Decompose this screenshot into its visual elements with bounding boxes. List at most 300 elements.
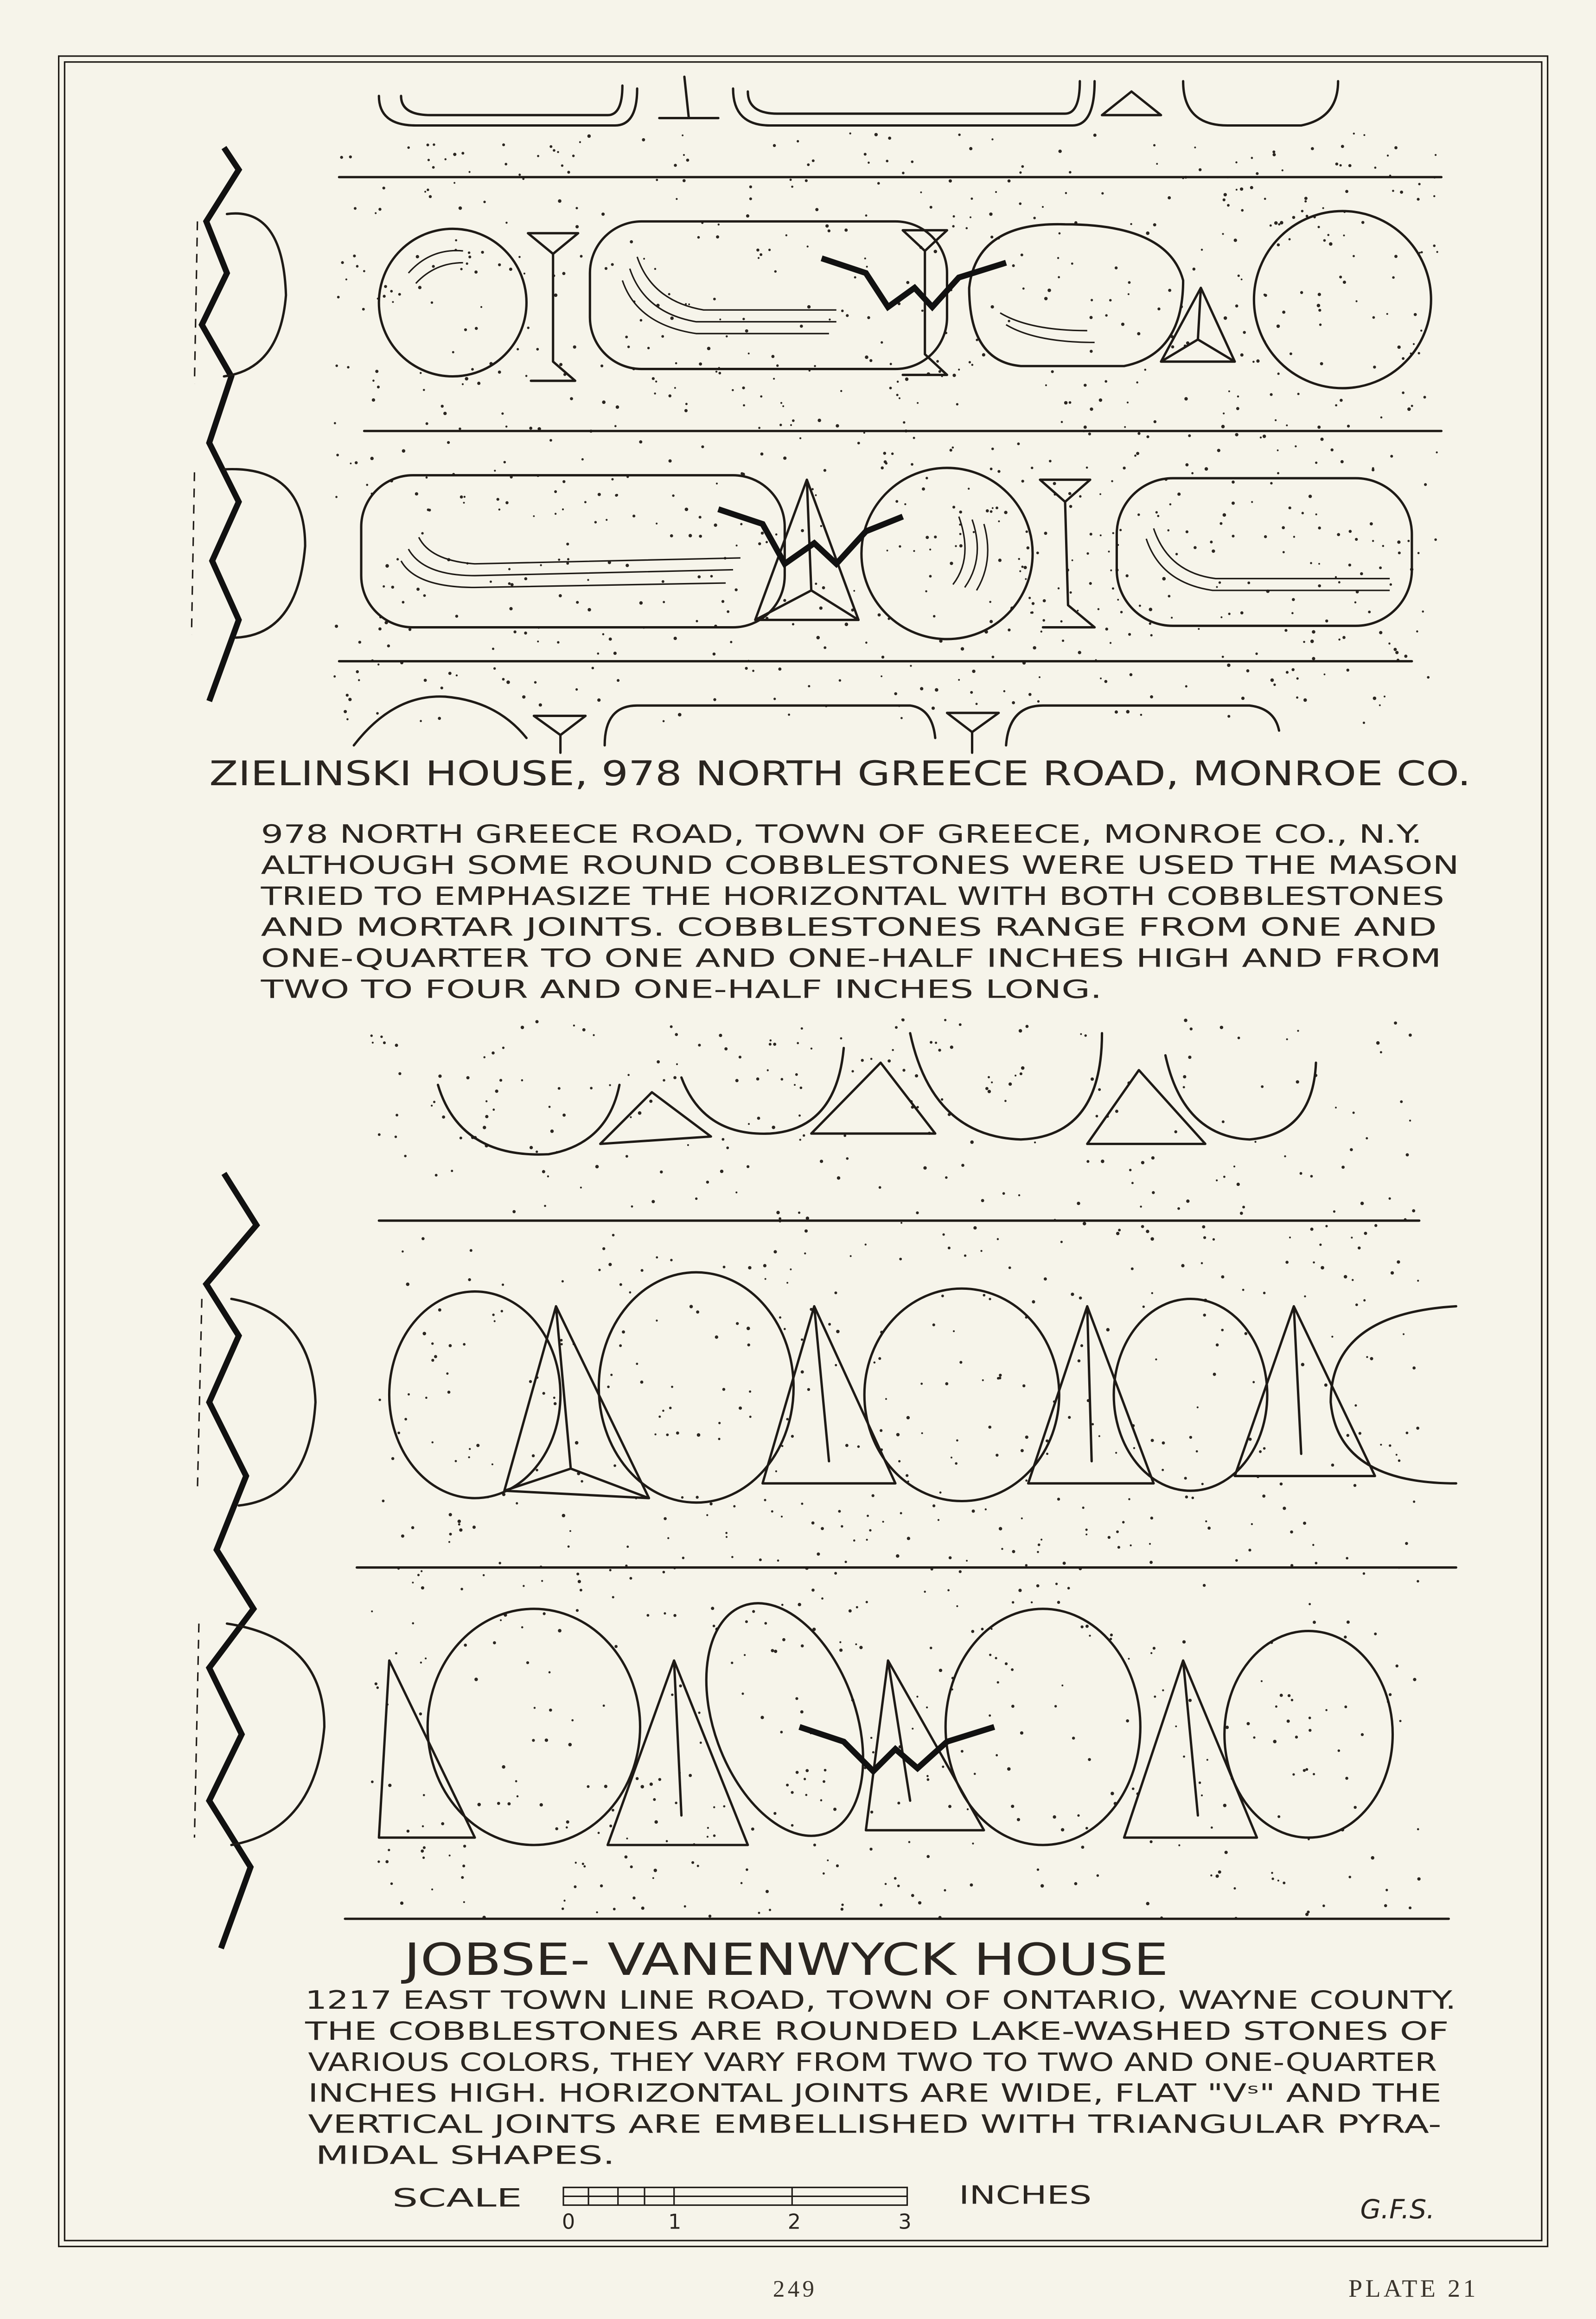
stipple-dot [723, 1805, 725, 1807]
stipple-dot [461, 152, 464, 154]
stipple-dot [663, 1079, 665, 1081]
stipple-dot [466, 1076, 470, 1079]
stipple-dot [626, 1155, 628, 1158]
stipple-dot [1353, 1112, 1355, 1114]
stipple-dot [1069, 505, 1073, 508]
stipple-dot [759, 1558, 762, 1561]
stipple-dot [920, 687, 923, 690]
stipple-dot [764, 1499, 766, 1501]
stipple-dot [383, 186, 385, 189]
stipple-dot [790, 424, 792, 426]
stipple-dot [541, 1580, 543, 1582]
stipple-dot [1122, 1521, 1124, 1523]
stipple-dot [920, 1383, 923, 1385]
stipple-dot [1017, 442, 1020, 445]
stipple-dot [926, 536, 929, 539]
stipple-dot [375, 1682, 377, 1685]
stipple-dot [1115, 711, 1118, 714]
stipple-dot [1327, 234, 1329, 236]
stipple-dot [669, 459, 672, 462]
stipple-dot [1023, 566, 1027, 569]
stipple-dot [874, 1361, 876, 1364]
stipple-dot [988, 1076, 990, 1078]
stipple-dot [1136, 381, 1138, 384]
stipple-dot [982, 353, 985, 356]
stipple-dot [421, 1570, 422, 1572]
stipple-dot [1168, 196, 1171, 199]
stipple-dot [869, 1529, 871, 1531]
stipple-dot [609, 1569, 612, 1571]
stipple-dot [1201, 1483, 1204, 1485]
stipple-dot [1273, 684, 1276, 686]
stipple-dot [1018, 1589, 1021, 1592]
stipple-dot [1399, 1720, 1402, 1722]
stipple-dot [461, 1876, 464, 1879]
stipple-dot [642, 138, 645, 141]
stipple-dot [1341, 460, 1344, 463]
stipple-dot [1129, 1169, 1131, 1171]
stipple-dot [859, 1646, 862, 1649]
stipple-dot [420, 372, 421, 374]
stipple-dot [636, 1777, 639, 1780]
stipple-dot [921, 1432, 923, 1434]
stipple-dot [1061, 1828, 1064, 1832]
stipple-dot [1036, 1584, 1040, 1588]
stipple-dot [516, 1502, 518, 1505]
stipple-dot [1083, 1222, 1086, 1225]
stipple-dot [675, 1033, 678, 1036]
stipple-dot [587, 608, 591, 612]
stipple-dot [412, 1622, 414, 1625]
stipple-dot [423, 1794, 425, 1796]
stipple-dot [1435, 154, 1436, 156]
stipple-dot [999, 1527, 1002, 1531]
stipple-dot [745, 1620, 748, 1623]
stipple-dot [1207, 1526, 1211, 1530]
stipple-dot [1150, 1517, 1153, 1519]
stipple-dot [970, 1140, 974, 1144]
stipple-dot [756, 1077, 760, 1081]
stipple-dot [1223, 513, 1226, 517]
stipple-dot [1063, 1562, 1066, 1565]
stipple-dot [1101, 1160, 1104, 1163]
stipple-dot [945, 1382, 948, 1385]
stipple-dot [1130, 673, 1133, 676]
stipple-dot [595, 1165, 599, 1169]
stipple-dot [335, 496, 338, 498]
stipple-dot [1150, 634, 1153, 636]
stipple-dot [745, 329, 748, 333]
stipple-dot [1385, 1889, 1388, 1891]
stipple-dot [1291, 612, 1294, 615]
stipple-dot [771, 1649, 774, 1652]
stipple-dot [834, 1291, 837, 1294]
stipple-dot [392, 301, 394, 303]
stipple-dot [828, 230, 830, 232]
stipple-dot [626, 1838, 628, 1839]
stipple-dot [449, 1513, 452, 1516]
stipple-dot [580, 1589, 582, 1591]
stipple-dot [1363, 1572, 1365, 1575]
stipple-dot [1340, 164, 1342, 167]
stipple-dot [1241, 209, 1244, 212]
stipple-dot [534, 681, 537, 684]
stipple-dot [1032, 602, 1034, 605]
stipple-dot [1341, 1166, 1345, 1169]
stipple-dot [536, 1151, 538, 1153]
stipple-dot [905, 378, 909, 381]
stipple-dot [1380, 1051, 1382, 1053]
stipple-dot [1153, 1647, 1156, 1650]
stipple-dot [575, 225, 579, 228]
stipple-dot [554, 1402, 557, 1405]
stipple-dot [956, 1605, 958, 1607]
stipple-dot [798, 1603, 801, 1606]
stipple-dot [425, 1658, 427, 1659]
stipple-dot [892, 1049, 894, 1051]
stipple-dot [1263, 435, 1266, 438]
stipple-dot [388, 1784, 391, 1787]
stipple-dot [395, 1044, 398, 1047]
stipple-dot [625, 336, 628, 339]
stipple-dot [463, 1845, 466, 1847]
stipple-dot [1331, 1336, 1333, 1338]
stipple-dot [440, 686, 443, 689]
stipple-dot [1196, 1450, 1198, 1453]
stipple-dot [669, 1407, 672, 1409]
stipple-dot [777, 1559, 779, 1562]
stipple-dot [1270, 679, 1274, 682]
stipple-dot [865, 1243, 867, 1245]
stipple-dot [1284, 1155, 1286, 1157]
stipple-dot [348, 698, 351, 701]
stipple-dot [481, 251, 484, 254]
stipple-dot [989, 601, 991, 603]
stipple-dot [523, 273, 525, 275]
stipple-dot [590, 1087, 593, 1089]
stipple-dot [709, 1915, 711, 1917]
stipple-dot [899, 1258, 902, 1261]
stipple-dot [581, 458, 584, 461]
stipple-dot [1042, 206, 1044, 208]
scale-tick-0: 0 [562, 2210, 575, 2234]
stipple-dot [1363, 1299, 1366, 1301]
stipple-dot [733, 1505, 735, 1507]
stipple-dot [425, 1397, 428, 1399]
stipple-dot [404, 1155, 406, 1157]
stipple-dot [388, 1849, 390, 1851]
stipple-dot [1277, 243, 1280, 247]
stipple-dot [463, 1343, 466, 1346]
stipple-dot [968, 488, 970, 490]
stipple-dot [1347, 1621, 1350, 1624]
stipple-dot [1289, 1236, 1291, 1238]
stipple-dot [1350, 1148, 1353, 1151]
stipple-dot [1396, 1665, 1398, 1667]
stipple-dot [707, 1836, 709, 1838]
stipple-dot [335, 625, 338, 628]
stipple-dot [741, 1882, 743, 1884]
stipple-dot [725, 1532, 728, 1534]
stipple-dot [889, 387, 892, 390]
stipple-dot [658, 1778, 661, 1781]
stipple-dot [1077, 1202, 1080, 1205]
stipple-dot [1241, 279, 1243, 281]
stipple-dot [887, 1059, 891, 1063]
stipple-dot [1131, 1182, 1134, 1184]
stipple-dot [782, 405, 784, 407]
stipple-dot [833, 1807, 836, 1811]
stipple-dot [1318, 563, 1320, 565]
stipple-dot [1261, 1085, 1264, 1088]
stipple-dot [598, 1269, 600, 1271]
stipple-dot [370, 457, 374, 460]
stipple-dot [1130, 1544, 1131, 1546]
stipple-dot [401, 1534, 404, 1537]
stipple-dot [400, 1902, 403, 1905]
stipple-dot [714, 524, 717, 527]
stipple-dot [1373, 365, 1376, 368]
stipple-dot [1222, 656, 1224, 658]
stipple-dot [706, 1181, 709, 1184]
stipple-dot [666, 1434, 669, 1436]
stipple-dot [996, 1454, 998, 1456]
stipple-dot [1065, 192, 1067, 194]
stipple-dot [611, 478, 613, 480]
stipple-dot [421, 1237, 425, 1240]
stipple-dot [1025, 1435, 1028, 1439]
stipple-dot [779, 424, 782, 426]
stipple-dot [1309, 495, 1312, 498]
stipple-dot [850, 1255, 852, 1257]
stipple-dot [749, 198, 752, 200]
stipple-dot [553, 1397, 555, 1399]
stipple-dot [1143, 1306, 1145, 1308]
stipple-dot [1031, 1602, 1033, 1603]
stipple-dot [1325, 1709, 1328, 1711]
stipple-dot [1216, 1344, 1219, 1347]
stipple-dot [558, 199, 562, 203]
stipple-dot [758, 542, 761, 545]
stipple-dot [513, 630, 516, 633]
stipple-dot [1047, 288, 1051, 292]
stipple-dot [900, 1222, 902, 1224]
stipple-dot [594, 521, 597, 523]
stipple-dot [1277, 1815, 1280, 1818]
stipple-dot [799, 437, 801, 439]
stipple-dot [1203, 1584, 1206, 1587]
stipple-dot [959, 544, 963, 547]
stipple-dot [372, 379, 375, 382]
stipple-dot [1130, 223, 1132, 225]
stipple-dot [1342, 636, 1346, 639]
stipple-dot [1436, 451, 1437, 453]
stipple-dot [1372, 468, 1374, 471]
stipple-dot [1222, 233, 1224, 235]
stipple-dot [416, 588, 420, 591]
stipple-dot [878, 613, 881, 616]
stipple-dot [999, 1374, 1002, 1377]
stipple-dot [1137, 513, 1140, 516]
stipple-dot [888, 136, 891, 140]
stipple-dot [553, 149, 555, 152]
stipple-dot [1203, 1313, 1206, 1316]
stipple-dot [718, 224, 720, 225]
stipple-dot [722, 1388, 725, 1390]
stipple-dot [1409, 1033, 1412, 1037]
stipple-dot [1112, 587, 1114, 589]
stipple-dot [1151, 1292, 1153, 1294]
stipple-dot [726, 1147, 729, 1149]
stipple-dot [853, 590, 855, 592]
stipple-dot [741, 1692, 744, 1695]
stipple-dot [1412, 1209, 1415, 1212]
stipple-dot [780, 402, 782, 404]
stipple-dot [444, 158, 447, 160]
stipple-dot [562, 508, 564, 510]
stipple-dot [1021, 1449, 1024, 1452]
stipple-dot [463, 502, 465, 504]
stipple-dot [543, 1612, 545, 1615]
stipple-dot [562, 1514, 565, 1517]
stipple-dot [844, 229, 848, 232]
stipple-dot [609, 1825, 612, 1827]
stipple-dot [933, 615, 935, 617]
stipple-dot [407, 1830, 409, 1832]
stipple-dot [1312, 1544, 1314, 1546]
stipple-dot [429, 195, 432, 199]
stipple-dot [1317, 226, 1320, 228]
stipple-dot [778, 667, 781, 671]
stipple-dot [792, 419, 795, 422]
stipple-dot [985, 1087, 989, 1090]
stipple-dot [1086, 1160, 1089, 1163]
stipple-dot [390, 1883, 393, 1885]
stipple-dot [1081, 1845, 1084, 1849]
stipple-dot [821, 1527, 824, 1530]
stipple-dot [1263, 1292, 1266, 1294]
stipple-dot [1237, 396, 1239, 397]
stipple-dot [600, 1884, 603, 1887]
stipple-dot [989, 212, 992, 216]
stipple-dot [568, 1743, 572, 1747]
stipple-dot [920, 192, 922, 193]
stipple-dot [849, 133, 851, 135]
stipple-dot [498, 263, 501, 266]
stipple-dot [532, 1454, 535, 1457]
stipple-dot [883, 452, 887, 455]
stipple-dot [404, 1418, 407, 1421]
stipple-dot [395, 1135, 397, 1138]
stipple-dot [626, 564, 629, 567]
stipple-dot [958, 134, 960, 136]
stipple-dot [868, 161, 870, 164]
stipple-dot [377, 385, 380, 388]
stipple-dot [1008, 628, 1010, 631]
stipple-dot [1154, 1696, 1156, 1698]
stipple-dot [700, 1742, 702, 1744]
stipple-dot [807, 245, 809, 247]
stipple-dot [449, 1344, 452, 1347]
stipple-dot [906, 281, 909, 284]
stipple-dot [684, 409, 688, 412]
stipple-dot [774, 1650, 777, 1653]
stipple-dot [499, 1079, 502, 1082]
stipple-dot [660, 1171, 663, 1173]
stipple-dot [426, 422, 428, 425]
stipple-dot [697, 236, 700, 239]
stipple-dot [1292, 1773, 1295, 1775]
stipple-dot [1174, 1130, 1177, 1133]
stipple-dot [857, 442, 860, 444]
stipple-dot [1271, 1872, 1273, 1874]
jobse-line: VARIOUS COLORS, THEY VARY FROM TWO TO TWO AND ONE-QUARTER [308, 2047, 1437, 2077]
stipple-dot [1272, 153, 1276, 156]
stipple-dot [707, 1827, 709, 1829]
stipple-dot [1416, 1427, 1419, 1430]
stipple-dot [1421, 251, 1423, 253]
stipple-dot [1061, 1685, 1063, 1686]
stipple-dot [736, 1322, 739, 1325]
stipple-dot [1105, 628, 1108, 630]
stipple-dot [1411, 405, 1413, 407]
stipple-dot [1236, 407, 1239, 410]
stipple-dot [639, 601, 643, 604]
stipple-dot [1137, 332, 1140, 335]
stipple-dot [966, 1560, 968, 1562]
stipple-dot [719, 1034, 722, 1037]
stipple-dot [907, 1416, 910, 1419]
stipple-dot [396, 558, 399, 560]
stipple-dot [1099, 398, 1102, 402]
stipple-dot [1153, 144, 1156, 147]
stipple-dot [805, 1794, 807, 1796]
stipple-dot [468, 251, 470, 254]
stipple-dot [1150, 1237, 1154, 1241]
stipple-dot [1021, 565, 1023, 568]
stipple-dot [1264, 535, 1267, 538]
stipple-dot [1005, 1662, 1008, 1665]
stipple-dot [699, 362, 702, 365]
stipple-dot [505, 501, 509, 505]
stipple-dot [1394, 1021, 1397, 1025]
stipple-dot [866, 266, 868, 268]
stipple-dot [846, 1157, 849, 1160]
stipple-dot [354, 207, 357, 210]
stipple-dot [521, 1079, 523, 1082]
stipple-dot [671, 1693, 673, 1696]
stipple-dot [1140, 1205, 1142, 1207]
stipple-dot [1344, 1635, 1347, 1638]
stipple-dot [607, 1385, 610, 1388]
stipple-dot [934, 250, 938, 254]
stipple-dot [867, 1515, 869, 1517]
stipple-dot [1128, 633, 1131, 636]
stipple-dot [788, 713, 790, 716]
zielinski-line: ALTHOUGH SOME ROUND COBBLESTONES WERE USED THE MASON [261, 850, 1459, 880]
stipple-dot [349, 155, 352, 158]
stipple-dot [549, 1671, 551, 1673]
stipple-dot [836, 1330, 840, 1333]
stipple-dot [1246, 1722, 1250, 1725]
stipple-dot [791, 186, 793, 188]
stipple-dot [652, 1877, 654, 1879]
zielinski-line: 978 NORTH GREECE ROAD, TOWN OF GREECE, MONROE CO., N.Y. [261, 820, 1423, 849]
stipple-dot [1315, 1562, 1318, 1564]
stipple-dot [959, 1570, 962, 1573]
stipple-dot [1394, 255, 1398, 258]
stipple-dot [800, 325, 803, 328]
